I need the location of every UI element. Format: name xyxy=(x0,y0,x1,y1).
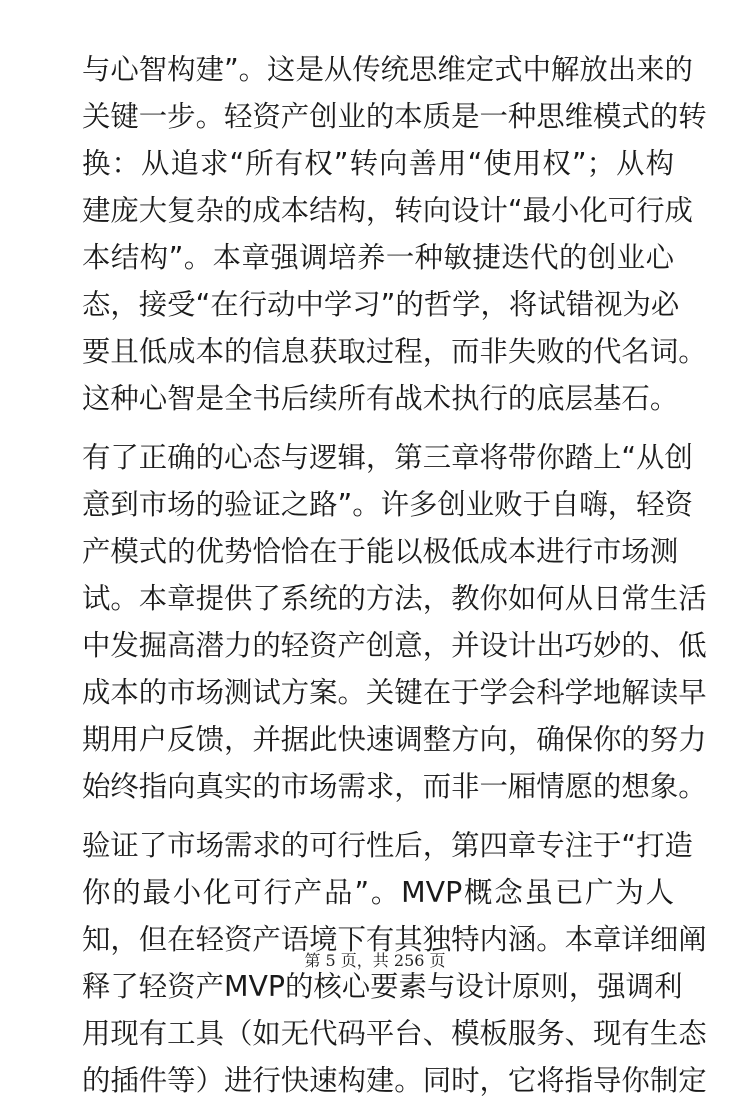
page-footer: 第 5 页，共 256 页 xyxy=(304,951,446,970)
text-line: 有了正确的心态与逻辑，第三章将带你踏上“从创 xyxy=(82,441,693,474)
text-line: 建庞大复杂的成本结构，转向设计“最小化可行成 xyxy=(82,194,693,227)
text-line: 成本的市场测试方案。关键在于学会科学地解读早 xyxy=(82,676,707,709)
text-line: 产模式的优势恰恰在于能以极低成本进行市场测 xyxy=(82,535,679,568)
paragraph xyxy=(82,46,707,422)
text-line: 的插件等）进行快速构建。同时，它将指导你制定 xyxy=(82,1064,707,1097)
text-line: 你的最小化可行产品”。MVP概念虽已广为人 xyxy=(82,876,674,909)
text-line: 关键一步。轻资产创业的本质是一种思维模式的转 xyxy=(82,100,707,133)
text-line: 这种心智是全书后续所有战术执行的底层基石。 xyxy=(82,382,679,415)
text-line: 换：从追求“所有权”转向善用“使用权”；从构 xyxy=(82,147,674,180)
paragraph xyxy=(82,434,707,810)
text-line: 验证了市场需求的可行性后，第四章专注于“打造 xyxy=(82,829,693,862)
text-line: 中发掘高潜力的轻资产创意，并设计出巧妙的、低 xyxy=(82,629,707,662)
text-line: 与心智构建”。这是从传统思维定式中解放出来的 xyxy=(82,53,693,86)
text-line: 本结构”。本章强调培养一种敏捷迭代的创业心 xyxy=(82,241,674,274)
text-line: 用现有工具（如无代码平台、模板服务、现有生态 xyxy=(82,1017,707,1050)
text-line: 意到市场的验证之路”。许多创业败于自嗨，轻资 xyxy=(82,488,693,521)
text-line: 释了轻资产MVP的核心要素与设计原则，强调利 xyxy=(82,970,683,1003)
body-text xyxy=(82,46,707,1104)
paragraph-gap xyxy=(82,810,674,822)
text-line: 期用户反馈，并据此快速调整方向，确保你的努力 xyxy=(82,723,707,756)
text-line: 始终指向真实的市场需求，而非一厢情愿的想象。 xyxy=(82,770,707,803)
text-line: 试。本章提供了系统的方法，教你如何从日常生活 xyxy=(82,582,707,615)
paragraph-gap xyxy=(82,422,674,434)
text-line: 要且低成本的信息获取过程，而非失败的代名词。 xyxy=(82,335,707,368)
text-line: 态，接受“在行动中学习”的哲学，将试错视为必 xyxy=(82,288,680,321)
text-line: 知，但在轻资产语境下有其独特内涵。本章详细阐 xyxy=(82,923,707,956)
